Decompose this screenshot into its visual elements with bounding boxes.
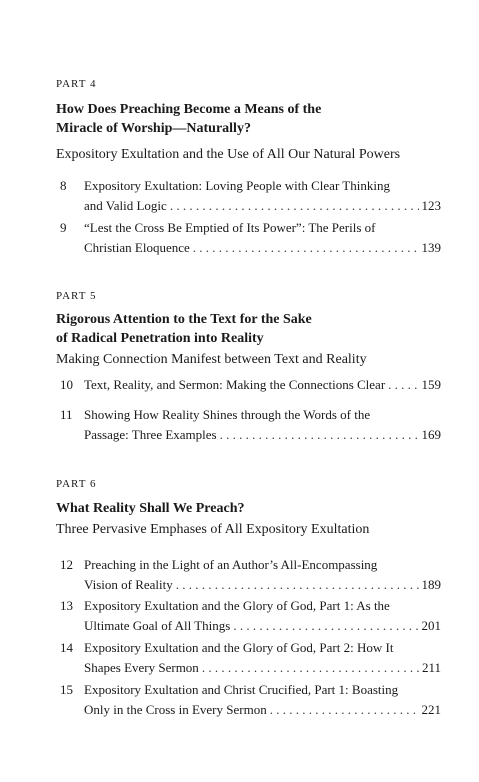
chapter-number: 8 xyxy=(60,178,67,193)
chapter-title-line1: Expository Exultation and the Glory of God, Part 1: As the xyxy=(84,598,390,613)
chapter-number: 14 xyxy=(60,640,73,655)
toc-entry-15[interactable] xyxy=(60,680,441,720)
page-number: 211 xyxy=(421,660,441,675)
toc-entry-13[interactable] xyxy=(60,596,441,636)
toc-entry-14[interactable] xyxy=(60,638,441,678)
page-number: 159 xyxy=(421,377,441,392)
part-label: PART 4 xyxy=(56,78,97,90)
chapter-number: 9 xyxy=(60,220,67,235)
dot-leader xyxy=(193,238,419,258)
part-title-line: How Does Preaching Become a Means of the xyxy=(56,102,322,117)
toc-entry-9[interactable] xyxy=(60,218,441,258)
part-title-line: Rigorous Attention to the Text for the Sake xyxy=(56,312,312,327)
chapter-number: 13 xyxy=(60,598,73,613)
toc-entry-11[interactable] xyxy=(60,405,441,445)
part-4-heading xyxy=(56,78,421,90)
chapter-number: 12 xyxy=(60,557,73,572)
page-number: 189 xyxy=(421,577,441,592)
page-number: 201 xyxy=(421,618,441,633)
chapter-title-line2: and Valid Logic xyxy=(84,198,167,213)
dot-leader xyxy=(270,700,419,720)
chapter-title-line1: Expository Exultation and Christ Crucified, Part 1: Boasting xyxy=(84,682,399,697)
chapter-title-line2: Ultimate Goal of All Things xyxy=(84,618,231,633)
page-number: 139 xyxy=(421,240,441,255)
dot-leader xyxy=(176,575,419,595)
chapter-title-line1: Showing How Reality Shines through the Words of the xyxy=(84,407,371,422)
part-label: PART 5 xyxy=(56,290,97,302)
page-number: 123 xyxy=(421,198,441,213)
part-6-title xyxy=(56,499,421,518)
dot-leader xyxy=(170,196,419,216)
part-6-subtitle xyxy=(56,520,421,539)
part-title-line: What Reality Shall We Preach? xyxy=(56,501,245,516)
part-subtitle: Making Connection Manifest between Text and Reality xyxy=(56,352,367,367)
toc-entry-12[interactable] xyxy=(60,555,441,595)
part-4-subtitle xyxy=(56,145,421,164)
dot-leader xyxy=(220,425,419,445)
part-5-heading xyxy=(56,290,421,302)
part-title-line: of Radical Penetration into Reality xyxy=(56,331,264,346)
dot-leader xyxy=(233,616,418,636)
chapter-title-line2: Shapes Every Sermon xyxy=(84,660,199,675)
dot-leader xyxy=(388,375,418,395)
chapter-title-line1: “Lest the Cross Be Emptied of Its Power”: The Perils of xyxy=(84,220,376,235)
part-title-line: Miracle of Worship—Naturally? xyxy=(56,121,251,136)
chapter-title-line1: Preaching in the Light of an Author’s All-Encompassing xyxy=(84,557,378,572)
chapter-title-line2: Only in the Cross in Every Sermon xyxy=(84,702,267,717)
chapter-title-line2: Passage: Three Examples xyxy=(84,427,217,442)
page-number: 169 xyxy=(421,427,441,442)
part-subtitle: Three Pervasive Emphases of All Expository Exultation xyxy=(56,522,370,537)
part-4-title xyxy=(56,100,421,138)
chapter-number: 15 xyxy=(60,682,73,697)
toc-entry-8[interactable] xyxy=(60,176,441,216)
part-label: PART 6 xyxy=(56,478,97,490)
chapter-title-line1: Expository Exultation and the Glory of God, Part 2: How It xyxy=(84,640,394,655)
part-5-title xyxy=(56,310,421,348)
toc-entry-10[interactable] xyxy=(60,375,441,395)
chapter-number: 10 xyxy=(60,377,73,392)
part-subtitle: Expository Exultation and the Use of All Our Natural Powers xyxy=(56,147,401,162)
page-number: 221 xyxy=(421,702,441,717)
chapter-title-line2: Vision of Reality xyxy=(84,577,173,592)
chapter-title-line2: Christian Eloquence xyxy=(84,240,190,255)
chapter-title-line1: Expository Exultation: Loving People with Clear Thinking xyxy=(84,178,390,193)
chapter-number: 11 xyxy=(60,407,73,422)
dot-leader xyxy=(202,658,419,678)
chapter-title-line1: Text, Reality, and Sermon: Making the Connections Clear xyxy=(84,377,386,392)
part-6-heading xyxy=(56,478,421,490)
part-5-subtitle xyxy=(56,350,421,369)
